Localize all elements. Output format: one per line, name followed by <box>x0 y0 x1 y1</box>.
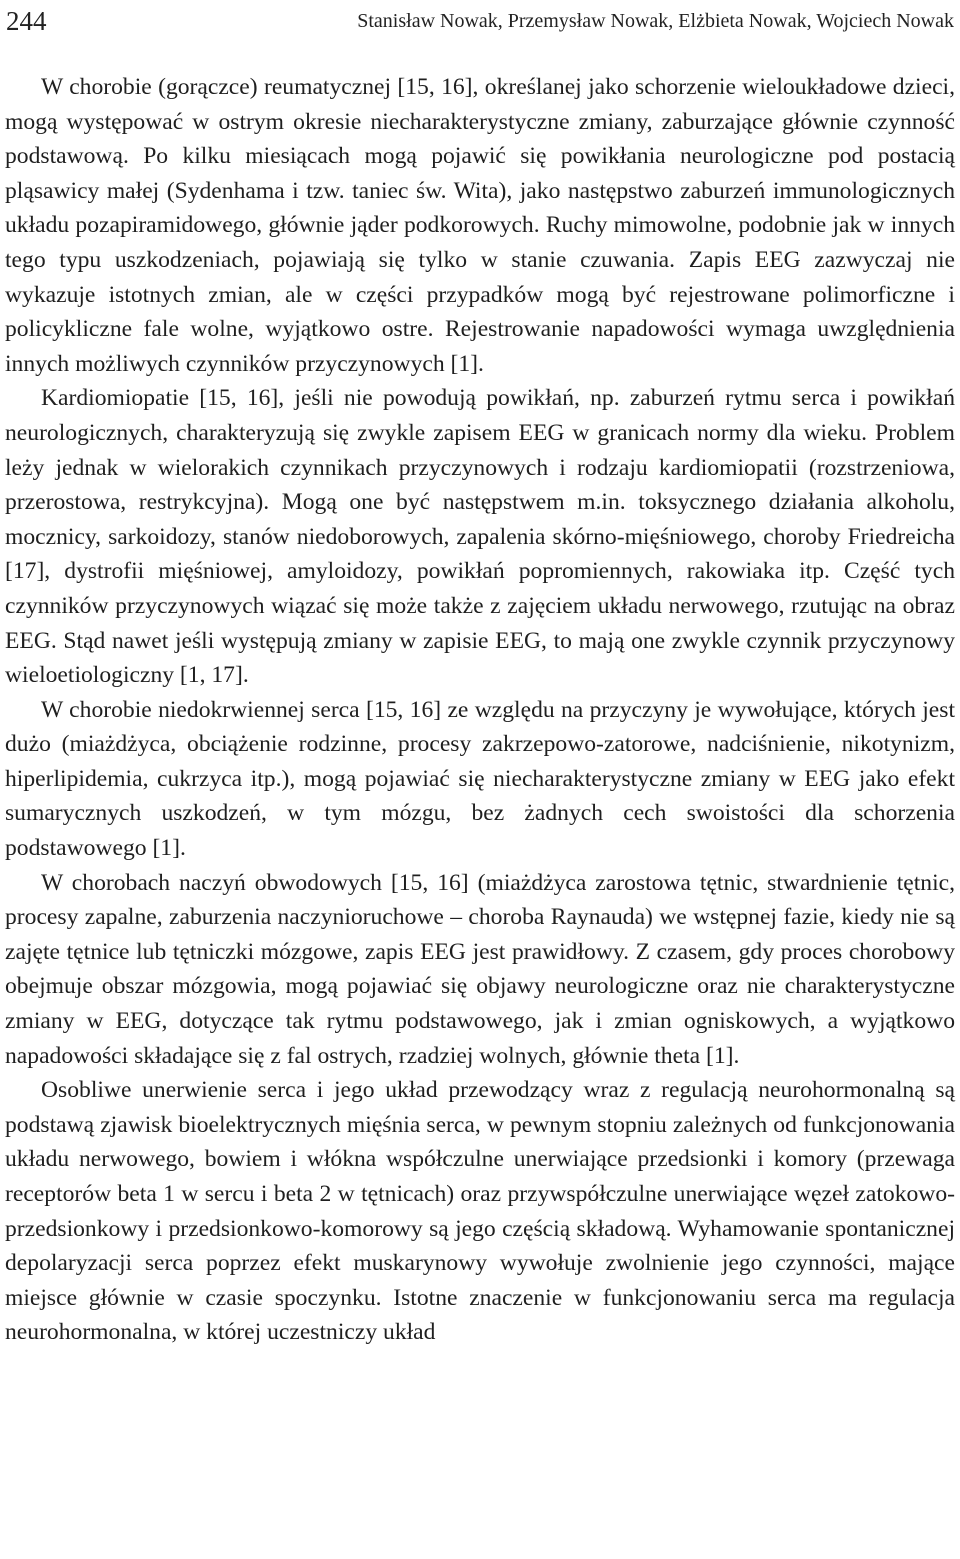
page-number: 244 <box>6 6 47 36</box>
paragraph-cardiomyopathies: Kardiomiopatie [15, 16], jeśli nie powodują powikłań, np. zaburzeń rytmu serca i powikłań neurologicznych, charakteryzują się zwykle zapisem EEG w granicach normy dla wieku. Problem leży jednak w wielorakich czynnikach przyczynowych i rodzaju kardiomiopatii (rozstrzeniowa, przerostowa, restrykcyjna). Mogą one być następstwem m.in. toksycznego działania alkoholu, mocznicy, sarkoidozy, stanów niedoborowych, zapalenia skórno-mięśniowego, choroby Friedreicha [17], dystrofii mięśniowej, amyloidozy, powikłań popromiennych, rakowiaka itp. Część tych czynników przyczynowych wiązać się może także z zajęciem układu nerwowego, rzutując na obraz EEG. Stąd nawet jeśli występują zmiany w zapisie EEG, to mają one zwykle czynnik przyczynowy wieloetiologiczny [1, 17]. <box>5 385 955 689</box>
paragraph-rheumatic-fever: W chorobie (gorączce) reumatycznej [15, 16], określanej jako schorzenie wieloukładowe dzieci, mogą występować w ostrym okresie niecharakterystyczne zmiany, zaburzające głównie czynność podstawową. Po kilku miesiącach mogą pojawić się powikłania neurologiczne pod postacią pląsawicy małej (Sydenhama i tzw. taniec św. Wita), jako następstwo zaburzeń immunologicznych układu pozapiramidowego, głównie jąder podkorowych. Ruchy mimowolne, podobnie jak w innych tego typu uszkodzeniach, pojawiają się tylko w stanie czuwania. Zapis EEG zazwyczaj nie wykazuje istotnych zmian, ale w części przypadków mogą być rejestrowane polimorficzne i policykliczne fale wolne, wyjątkowo ostre. Rejestrowanie napadowości wymaga uwzględnienia innych możliwych czynników przyczynowych [1]. <box>5 74 955 377</box>
paragraph-cardiac-innervation: Osobliwe unerwienie serca i jego układ przewodzący wraz z regulacją neurohormonalną są podstawą zjawisk bioelektrycznych mięśnia serca, w pewnym stopniu zależnych od funkcjonowania układu nerwowego, bowiem i włókna współczulne unerwiające przedsionki i komory (przewaga receptorów beta 1 w sercu i beta 2 w tętnicach) oraz przywspółczulne unerwiające węzeł zatokowo-przedsionkowy i przedsionkowo-komorowy są jego częścią składową. Wyhamowanie spontanicznej depolaryzacji serca poprzez efekt muskarynowy wywołuje zwolnienie jego czynności, mające miejsce głównie w czasie spoczynku. Istotne znaczenie w funkcjonowaniu serca ma regulacja neurohormonalna, w której uczestniczy układ <box>5 1077 955 1346</box>
body-text <box>5 70 955 1350</box>
paragraph-ischemic-heart-disease: W chorobie niedokrwiennej serca [15, 16] ze względu na przyczyny je wywołujące, których jest dużo (miażdżyca, obciążenie rodzinne, procesy zakrzepowo-zatorowe, nadciśnienie, nikotynizm, hiperlipidemia, cukrzyca itp.), mogą pojawiać się niecharakterystyczne zmiany w EEG jako efekt sumarycznych uszkodzeń, w tym mózgu, bez żadnych cech swoistości dla schorzenia podstawowego [1]. <box>5 696 955 862</box>
paragraph-peripheral-vascular-disease: W chorobach naczyń obwodowych [15, 16] (miażdżyca zarostowa tętnic, stwardnienie tętnic, procesy zapalne, zaburzenia naczynioruchowe – choroba Raynauda) we wstępnej fazie, kiedy nie są zajęte tętnice lub tętniczki mózgowe, zapis EEG jest prawidłowy. Z czasem, gdy proces chorobowy obejmuje obszar mózgowia, mogą pojawiać się objawy neurologiczne oraz nie charakterystyczne zmiany w EEG, dotyczące tak rytmu podstawowego, jak i zmian ogniskowych, a wyjątkowo napadowości składające się z fal ostrych, rzadziej wolnych, głównie theta [1]. <box>5 869 955 1069</box>
running-head-authors: Stanisław Nowak, Przemysław Nowak, Elżbieta Nowak, Wojciech Nowak <box>357 10 954 32</box>
page-header <box>6 4 954 38</box>
